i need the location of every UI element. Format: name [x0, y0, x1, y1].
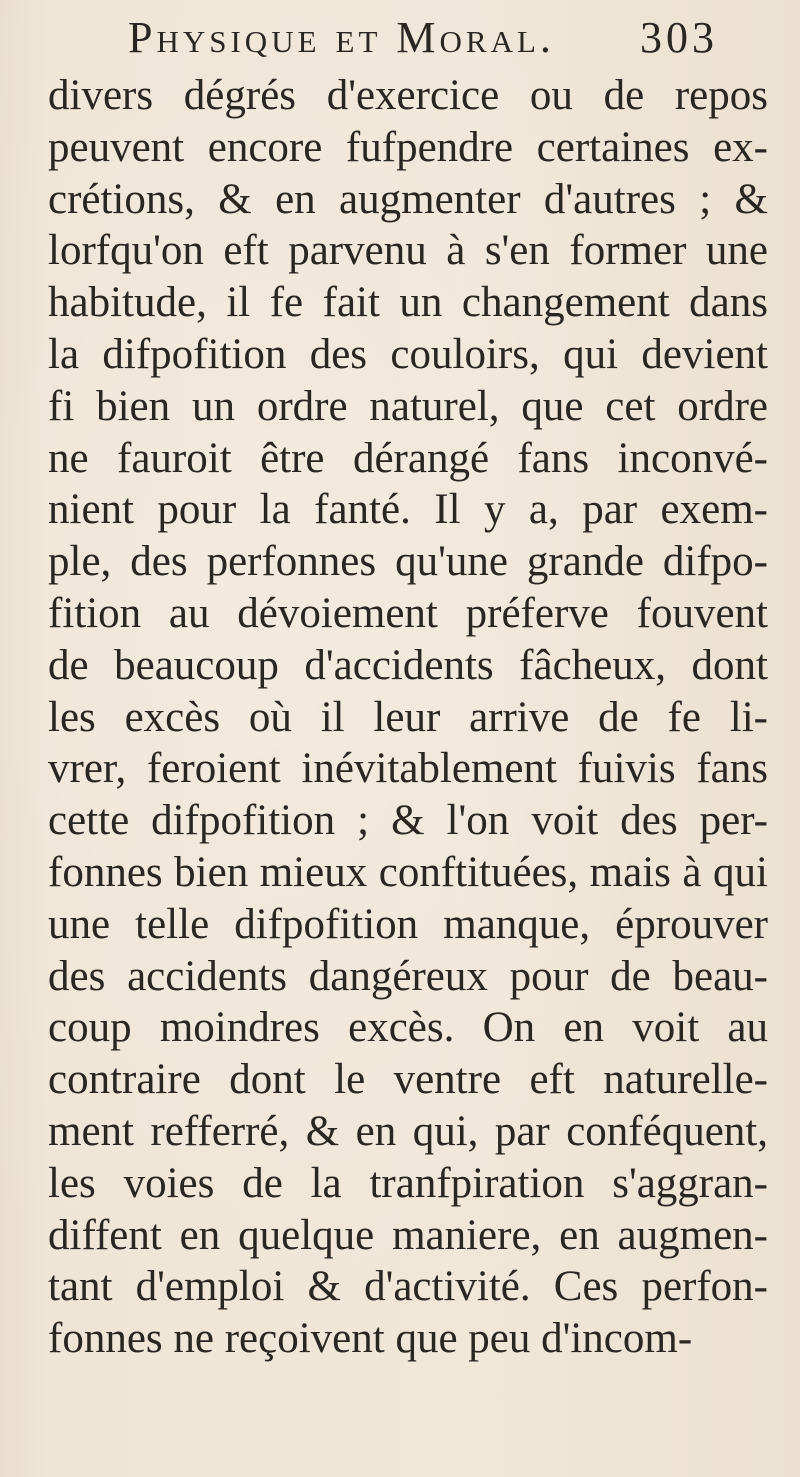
text-line: crétions, & en augmenter d'autres ; &: [48, 175, 768, 223]
text-line: cette difpofition ; & l'on voit des per-: [48, 797, 768, 845]
running-head: [128, 8, 718, 68]
text-line: une telle difpofition manque, éprouver: [48, 900, 768, 948]
text-line: divers dégrés d'exercice ou de repos: [48, 72, 768, 119]
text-line: les voies de la tranfpiration s'aggran-: [48, 1159, 768, 1207]
text-line: ple, des perfonnes qu'une grande difpo-: [48, 538, 768, 586]
text-line: de beaucoup d'accidents fâcheux, dont: [48, 641, 768, 689]
text-line: les excès où il leur arrive de fe li-: [48, 693, 768, 741]
text-line: diffent en quelque maniere, en augmen-: [48, 1211, 768, 1259]
text-line: fonnes ne reçoivent que peu d'incom-: [48, 1315, 693, 1363]
text-line: fi bien un ordre naturel, que cet ordre: [48, 382, 768, 430]
text-line: des accidents dangéreux pour de beau-: [48, 952, 768, 1000]
text-line: coup moindres excès. On en voit au: [48, 1004, 768, 1052]
text-line: nient pour la fanté. Il y a, par exem-: [48, 486, 768, 534]
text-line: tant d'emploi & d'activité. Ces perfon-: [48, 1263, 768, 1311]
text-line: peuvent encore fufpendre certaines ex-: [48, 123, 768, 171]
text-line: la difpofition des couloirs, qui devient: [48, 330, 768, 378]
text-line: vrer, feroient inévitablement fuivis fans: [48, 745, 768, 793]
running-title: Physique et Moral.: [128, 13, 555, 62]
text-line: fonnes bien mieux conftituées, mais à qui: [48, 848, 768, 896]
text-line: fition au dévoiement préferve fouvent: [48, 589, 768, 637]
body-text: [48, 70, 768, 1365]
text-line: contraire dont le ventre eft naturelle-: [48, 1056, 768, 1104]
page-number: 303: [640, 13, 718, 62]
text-line: habitude, il fe fait un changement dans: [48, 279, 768, 327]
text-line: lorfqu'on eft parvenu à s'en former une: [48, 227, 768, 275]
text-line: ne fauroit être dérangé fans inconvé-: [48, 434, 768, 482]
text-line: ment refferré, & en qui, par conféquent,: [48, 1107, 768, 1155]
